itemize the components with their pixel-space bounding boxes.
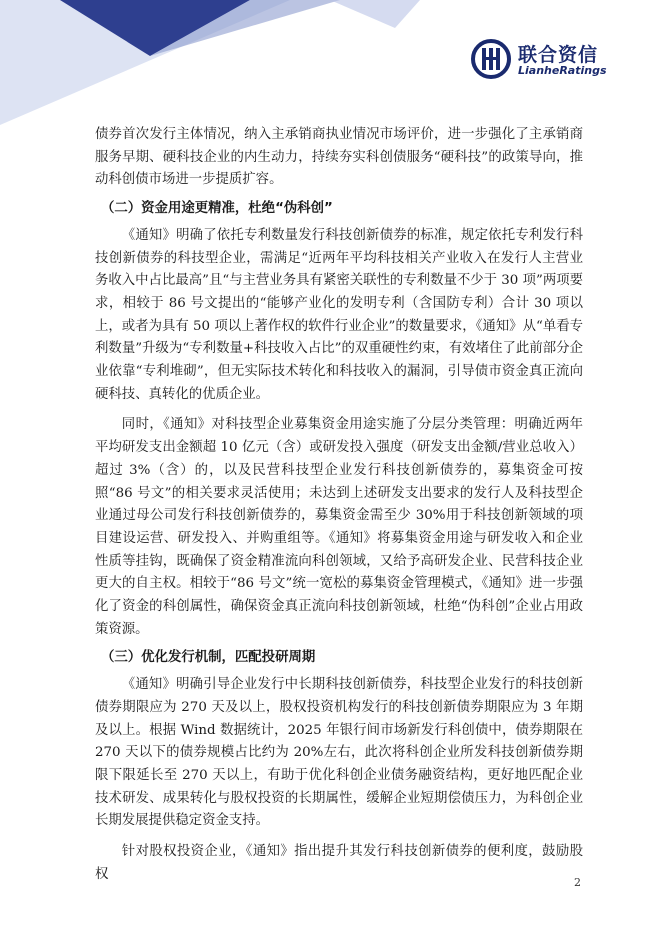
- deco-triangle-accent: [330, 0, 420, 28]
- logo: [470, 38, 620, 80]
- page-number: 2: [574, 876, 581, 889]
- logo-chinese-name: 联合资信: [518, 44, 599, 66]
- logo-english-name: LianheRatings: [518, 64, 607, 77]
- paragraph-section3-2: 针对股权投资企业，《通知》指出提升其发行科技创新债券的便利度，鼓励股权: [95, 844, 583, 882]
- section-heading-2: （二）资金用途更精准，杜绝“伪科创”: [101, 201, 333, 217]
- paragraph-section2-2: 同时，《通知》对科技型企业募集资金用途实施了分层分类管理：明确近两年平均研发支出金额超 10 亿元（含）或研发投入强度（研发支出金额/营业总收入）超过 3%（含）的，以及民营科技型企业发行科技创新债券的，募集资金可按照“86 号文”的相关要求灵活使用；未达到上述研发支出要求的发行人及科技型企业通过母公司发行科技创新债券的，募集资金需至少 30%用于科技创新领域的项目建设运营、研发投入、并购重组等。《通知》将募集资金用途与研发收入和企业性质等挂钩，既确保了资金精准流向科创领域，又给予高研发企业、民营科技企业更大的自主权。相较于“86 号文”统一宽松的募集资金管理模式，《通知》进一步强化了资金的科创属性，确保资金真正流向科技创新领域，杜绝“伪科创”企业占用政策资源。: [95, 417, 583, 637]
- paragraph-continued: 债券首次发行主体情况，纳入主承销商执业情况市场评价，进一步强化了主承销商服务早期、硬科技企业的内生动力，持续夯实科创债服务“硬科技”的政策导向，推动科创债市场进一步提质扩容。: [95, 127, 583, 188]
- document-body: [95, 124, 583, 887]
- paragraph-section2-1: 《通知》明确了依托专利数量发行科技创新债券的标准，规定依托专利发行科技创新债券的科技型企业，需满足“近两年平均科技相关产业收入在发行人主营业务收入中占比最高”且“与主营业务具有紧密关联性的专利数量不少于 30 项”两项要求，相较于 86 号文提出的“能够产业化的发明专利（含国防专利）合计 30 项以上，或者为具有 50 项以上著作权的软件行业企业”的数量要求，《通知》从“单看专利数量”升级为“专利数量+科技收入占比”的双重硬性约束，有效堵住了此前部分企业依靠“专利堆砌”，但无实际技术转化和科技收入的漏洞，引导债市资金真正流向硬科技、真转化的优质企业。: [95, 227, 583, 402]
- paragraph-section3-1: 《通知》明确引导企业发行中长期科技创新债券，科技型企业发行的科技创新债券期限应为 270 天及以上，股权投资机构发行的科技创新债券期限应为 3 年期及以上。根据 Wind 数据统计，2025 年银行间市场新发行科创债中，债券期限在 270 天以下的债券规模占比约为 20%左右，此次将科创企业所发科技创新债券期限下限延长至 270 天以上，有助于优化科创企业债务融资结构，更好地匹配企业技术研发、成果转化与股权投资的长期属性，缓解企业短期偿债压力，为科创企业长期发展提供稳定资金支持。: [95, 677, 583, 829]
- lianhe-logo-icon: [470, 38, 512, 80]
- section-heading-3: （三）优化发行机制，匹配投研周期: [101, 650, 316, 666]
